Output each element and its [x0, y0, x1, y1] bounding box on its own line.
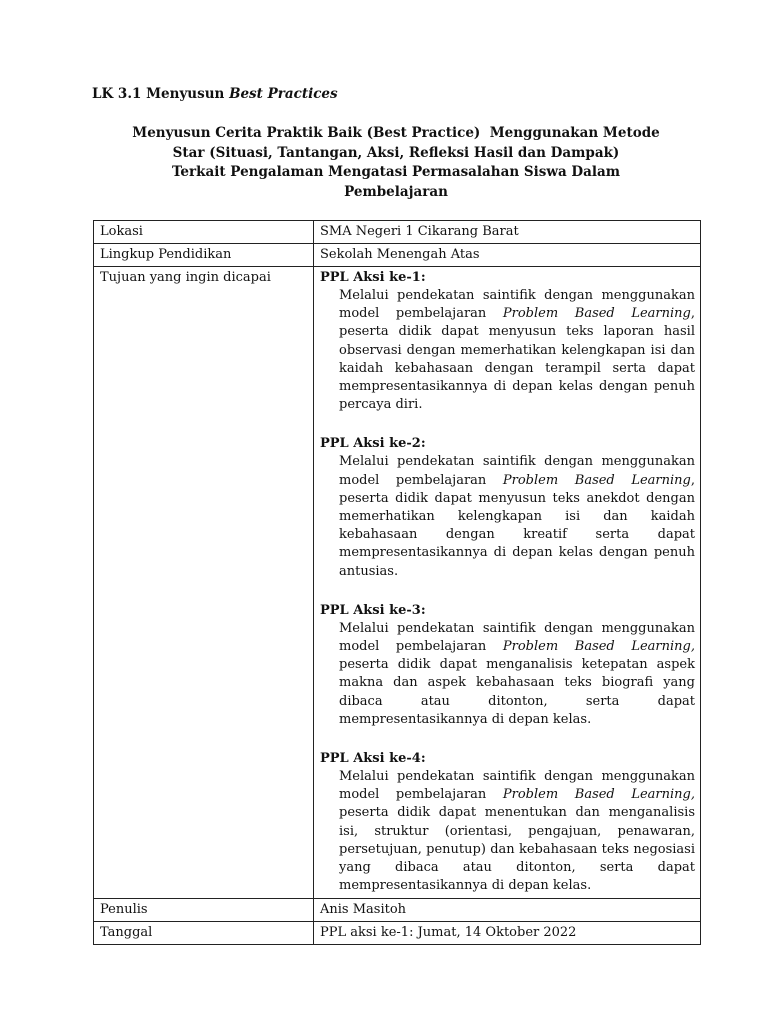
table-row-tanggal [94, 922, 701, 945]
document-title [92, 124, 700, 202]
ppl-aksi-2 [320, 434, 695, 580]
table-row-lingkup [94, 244, 701, 267]
label-tujuan: Tujuan yang ingin dicapai [94, 267, 314, 899]
value-penulis: Anis Masitoh [314, 899, 701, 922]
title-line-2: Star (Situasi, Tantangan, Aksi, Refleksi Hasil dan Dampak) [172, 144, 620, 161]
ppl-aksi-1-heading: PPL Aksi ke-1: [320, 270, 426, 285]
value-lingkup: Sekolah Menengah Atas [314, 244, 701, 267]
value-tujuan [314, 267, 701, 899]
worksheet-heading [92, 86, 338, 102]
title-line-4: Pembelajaran [344, 183, 448, 200]
title-line-3: Terkait Pengalaman Mengatasi Permasalahan Siswa Dalam [171, 164, 621, 180]
label-tanggal: Tanggal [94, 922, 314, 945]
table-row-penulis [94, 899, 701, 922]
best-practice-table [93, 220, 701, 945]
ppl-aksi-2-text: Melalui pendekatan saintifik dengan menggunakan model pembelajaran Problem Based Learning, peserta didik dapat menyusun teks anekdot dengan memerhatikan kelengkapan isi dan kaidah kebahasaan dengan kreatif serta dapat mempresentasikannya di depan kelas dengan penuh antusias. [339, 454, 695, 579]
label-lokasi: Lokasi [94, 221, 314, 244]
ppl-aksi-2-heading: PPL Aksi ke-2: [320, 436, 426, 452]
ppl-aksi-1-text: Melalui pendekatan saintifik dengan menggunakan model pembelajaran Problem Based Learning, peserta didik dapat menyusun teks laporan hasil observasi dengan memerhatikan kelengkapan isi dan kaidah kebahasaan dengan terampil serta dapat mempresentasikannya di depan kelas dengan penuh percaya diri. [339, 288, 695, 413]
ppl-aksi-3 [320, 601, 695, 729]
table-row-tujuan [94, 267, 701, 899]
ppl-aksi-4-heading: PPL Aksi ke-4: [320, 751, 426, 767]
ppl-aksi-3-heading: PPL Aksi ke-3: [320, 602, 426, 618]
ppl-aksi-4 [320, 749, 695, 895]
label-lingkup: Lingkup Pendidikan [94, 244, 314, 267]
heading-prefix: LK 3.1 Menyusun [92, 86, 225, 102]
value-lokasi: SMA Negeri 1 Cikarang Barat [314, 221, 701, 244]
ppl-aksi-1 [320, 268, 695, 414]
label-penulis: Penulis [94, 899, 314, 922]
title-line-1: Menyusun Cerita Praktik Baik (Best Practice) Menggunakan Metode [132, 125, 660, 141]
value-tanggal: PPL aksi ke-1: Jumat, 14 Oktober 2022 [314, 922, 701, 945]
heading-italic: Best Practices [229, 86, 338, 102]
ppl-aksi-3-text: Melalui pendekatan saintifik dengan menggunakan model pembelajaran Problem Based Learning, peserta didik dapat menganalisis ketepatan aspek makna dan aspek kebahasaan teks biografi yang dibaca atau ditonton, serta dapat mempresentasikannya di depan kelas. [339, 620, 695, 727]
ppl-aksi-4-text: Melalui pendekatan saintifik dengan menggunakan model pembelajaran Problem Based Learning, peserta didik dapat menentukan dan menganalisis isi, struktur (orientasi, pengajuan, penawaran, persetujuan, penutup) dan kebahasaan teks negosiasi yang dibaca atau ditonton, serta dapat mempresentasikannya di depan kelas. [339, 769, 695, 894]
table-row-lokasi [94, 221, 701, 244]
